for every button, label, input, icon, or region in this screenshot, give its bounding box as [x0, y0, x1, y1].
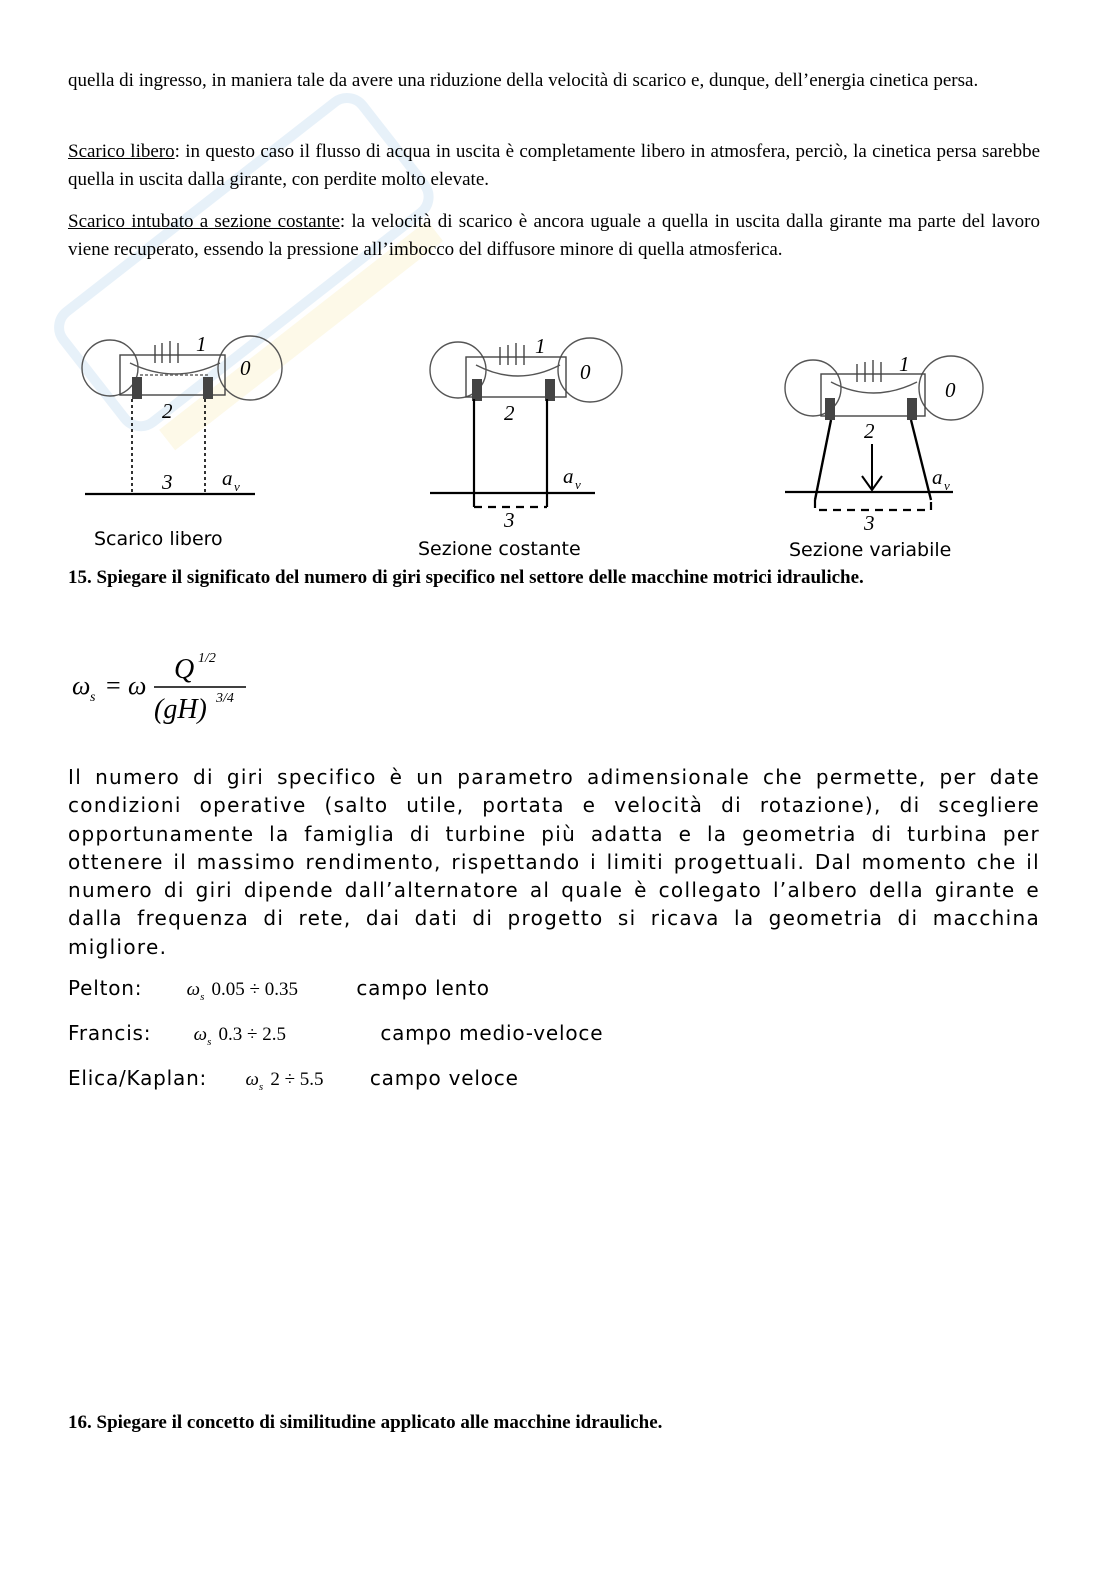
label-1: 1 [196, 332, 207, 356]
label-a: a [222, 466, 233, 490]
label-v: v [944, 478, 950, 493]
label-3: 3 [504, 508, 515, 532]
label-0: 0 [945, 378, 956, 402]
formula-Q: Q [174, 654, 195, 685]
omega-symbol: ω [186, 979, 201, 1000]
label-0: 0 [580, 360, 591, 384]
specific-speed-formula [68, 642, 268, 732]
figure-sezione-variabile [775, 340, 1005, 540]
label-0: 0 [240, 356, 251, 380]
figure-sezione-costante [420, 325, 650, 540]
turbine-field: campo medio-veloce [380, 1021, 604, 1045]
turbine-field: campo lento [356, 976, 490, 1000]
formula-equals: = [106, 671, 121, 700]
formula-gH: (gH) [154, 694, 207, 725]
label-a: a [932, 465, 943, 489]
scarico-intubato-text: : la velocità di scarico è ancora uguale a quella in uscita dalla girante ma parte del lavoro viene recuperato, essendo la pressione all’imbocco del diffusore minore di quella atmosferica. [68, 211, 1040, 260]
label-3: 3 [864, 511, 875, 535]
figure-scarico-libero [70, 325, 300, 510]
turbine-name: Elica/Kaplan: [68, 1066, 208, 1090]
omega-symbol: ω [193, 1024, 208, 1045]
omega-sub: s [258, 1081, 264, 1093]
scarico-intubato-paragraph [68, 208, 1040, 263]
turbine-name: Francis: [68, 1021, 152, 1045]
question-16-heading: 16. Spiegare il concetto di similitudine applicato alle macchine idrauliche. [68, 1412, 663, 1433]
turbine-field: campo veloce [369, 1066, 519, 1090]
scarico-libero-term: Scarico libero [68, 141, 175, 162]
formula-exp-three-quarters: 3/4 [216, 691, 234, 706]
question-15-heading: 15. Spiegare il significato del numero di giri specifico nel settore delle macchine motrici idrauliche. [68, 567, 864, 588]
omega-sub: s [207, 1036, 212, 1048]
scarico-libero-text: : in questo caso il flusso di acqua in uscita è completamente libero in atmosfera, perciò, la cinetica persa sarebbe quella in uscita dalla girante, con perdite molto elevate. [68, 141, 1041, 190]
omega-symbol: ω [245, 1069, 259, 1090]
omega-sub: s [200, 991, 205, 1003]
label-v: v [234, 479, 240, 494]
turbine-row-francis [68, 1021, 603, 1048]
intro-paragraph: quella di ingresso, in maniera tale da avere una riduzione della velocità di scarico e, dunque, dell’energia cinetica persa. [68, 70, 979, 91]
label-v: v [575, 477, 581, 492]
label-2: 2 [504, 401, 515, 425]
scarico-intubato-term: Scarico intubato a sezione costante [68, 211, 340, 232]
formula-omega: ω [128, 671, 147, 700]
caption-scarico-libero: Scarico libero [94, 528, 223, 550]
label-1: 1 [535, 334, 546, 358]
caption-sezione-variabile: Sezione variabile [789, 539, 952, 561]
formula-sub-s: s [90, 690, 96, 705]
turbine-row-kaplan [68, 1066, 519, 1093]
label-3: 3 [162, 470, 173, 494]
label-2: 2 [864, 419, 875, 443]
turbine-range: 2 ÷ 5.5 [270, 1069, 324, 1090]
formula-exp-half: 1/2 [198, 651, 216, 666]
specific-speed-explanation: Il numero di giri specifico è un parametro adimensionale che permette, per date condizioni operative (salto utile, portata e velocità di rotazione), di scegliere opportunamente la famiglia di turbine più adatta e la geometria di turbina per ottenere il massimo rendimento, rispettando i limiti progettuali. Dal momento che il numero di giri dipende dall’alternatore al quale è collegato l’albero della girante e dalla frequenza di rete, dai dati di progetto si ricava la geometria di macchina migliore. [68, 765, 1040, 959]
turbine-range: 0.3 ÷ 2.5 [218, 1024, 286, 1045]
scarico-libero-paragraph [68, 138, 1040, 193]
label-a: a [563, 464, 574, 488]
caption-sezione-costante: Sezione costante [418, 538, 581, 560]
turbine-name: Pelton: [68, 976, 143, 1000]
formula-omega-s: ω [72, 671, 91, 700]
label-2: 2 [162, 399, 173, 423]
turbine-row-pelton [68, 976, 490, 1003]
label-1: 1 [899, 352, 910, 376]
turbine-range: 0.05 ÷ 0.35 [211, 979, 298, 1000]
